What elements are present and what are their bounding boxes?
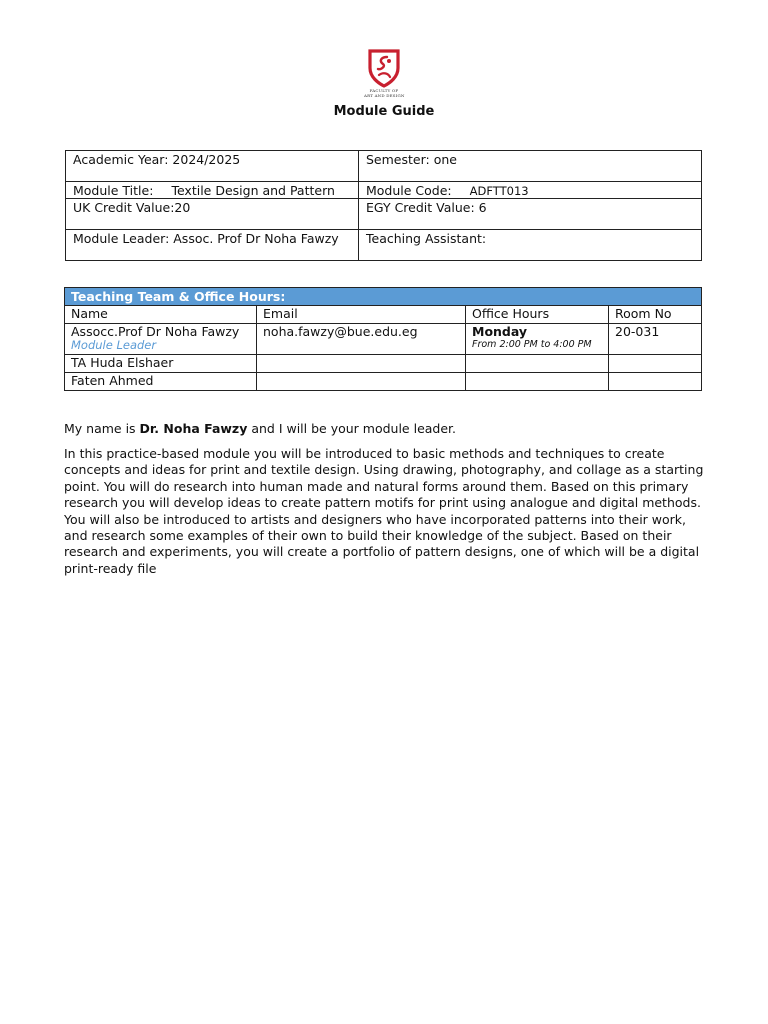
- egy-credit-cell: EGY Credit Value: 6: [359, 199, 702, 230]
- team-room-cell: [609, 355, 702, 373]
- team-room-cell: [609, 373, 702, 391]
- team-office-hours-cell: [466, 373, 609, 391]
- module-code-label: Module Code:: [366, 183, 452, 198]
- table-row: [65, 355, 702, 373]
- module-info-table: [65, 150, 702, 261]
- academic-year-cell: Academic Year: 2024/2025: [66, 151, 359, 182]
- column-header: Email: [257, 306, 466, 324]
- uk-credit-cell: UK Credit Value:20: [66, 199, 359, 230]
- logo-caption: FACULTY OF ART AND DESIGN: [364, 88, 405, 98]
- column-header: Name: [65, 306, 257, 324]
- intro-paragraph: [64, 421, 706, 437]
- module-title-value: Textile Design and Pattern: [171, 183, 335, 198]
- shield-logo-icon: [366, 48, 402, 88]
- teaching-assistant-cell: Teaching Assistant:: [359, 230, 702, 261]
- table-row: [65, 373, 702, 391]
- semester-cell: Semester: one: [359, 151, 702, 182]
- team-email-cell: [257, 355, 466, 373]
- team-email-cell: noha.fawzy@bue.edu.eg: [257, 324, 466, 355]
- table-row: [66, 199, 702, 230]
- table-column-headers: [65, 306, 702, 324]
- table-row: [65, 324, 702, 355]
- table-row: [66, 182, 702, 199]
- team-name-cell: TA Huda Elshaer: [65, 355, 257, 373]
- office-hours-day: Monday: [472, 324, 528, 339]
- team-member-name: Assocc.Prof Dr Noha Fawzy: [71, 324, 240, 339]
- team-office-hours-cell: [466, 355, 609, 373]
- module-leader-cell: Module Leader: Assoc. Prof Dr Noha Fawzy: [66, 230, 359, 261]
- intro-prefix: My name is: [64, 421, 140, 436]
- page-title: Module Guide: [333, 104, 435, 119]
- team-room-cell: 20-031: [609, 324, 702, 355]
- team-name-cell: [65, 324, 257, 355]
- team-heading: Teaching Team & Office Hours:: [65, 288, 702, 306]
- module-code-cell: [359, 182, 702, 199]
- column-header: Room No: [609, 306, 702, 324]
- module-code-value: ADFTT013: [469, 184, 529, 198]
- table-row: [66, 151, 702, 182]
- team-email-cell: [257, 373, 466, 391]
- team-member-role: Module Leader: [71, 338, 157, 352]
- column-header: Office Hours: [466, 306, 609, 324]
- module-title-cell: [66, 182, 359, 199]
- module-leader-name: Dr. Noha Fawzy: [139, 421, 248, 436]
- office-hours-time: From 2:00 PM to 4:00 PM: [472, 339, 592, 350]
- teaching-team-table: [64, 287, 702, 391]
- faculty-logo: [364, 48, 404, 98]
- team-office-hours-cell: [466, 324, 609, 355]
- team-name-cell: Faten Ahmed: [65, 373, 257, 391]
- table-header-band: [65, 288, 702, 306]
- module-title-label: Module Title:: [73, 183, 154, 198]
- table-row: [66, 230, 702, 261]
- module-description: In this practice-based module you will be introduced to basic methods and techniques to create concepts and ideas for print and textile design. Using drawing, photography, and collage as a starting point. You will do research into human made and natural forms around them. Based on this primary research you will develop ideas to create pattern motifs for print using analogue and digital methods. You will also be introduced to artists and designers who have incorporated patterns into their work, and research some examples of their own to build their knowledge of the subject. Based on their research and experiments, you will create a portfolio of pattern designs, one of which will be a digital print-ready file: [64, 446, 704, 576]
- intro-suffix: and I will be your module leader.: [247, 421, 457, 436]
